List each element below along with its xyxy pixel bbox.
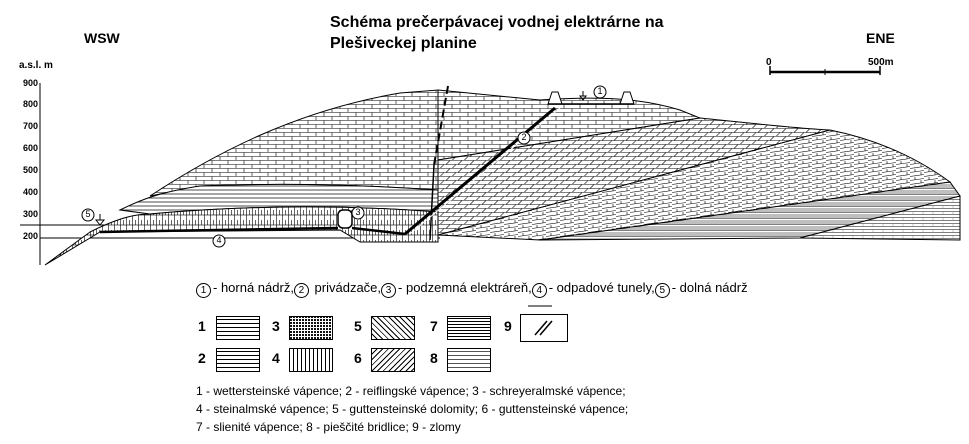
tick-label: 400	[22, 187, 38, 197]
tick-label: 200	[22, 231, 38, 241]
axis-label: a.s.l. m	[19, 60, 53, 71]
water-level-icon	[96, 214, 104, 225]
tick-label: 900	[22, 78, 38, 88]
rock-description-line: 7 - slienité vápence; 8 - pieščité bridlice; 9 - zlomy	[196, 420, 461, 434]
key-number: 6	[354, 350, 362, 366]
tick-label: 800	[22, 99, 38, 109]
key-swatch-marly-limestone	[447, 316, 491, 340]
tick-label: 600	[22, 143, 38, 153]
wetterstein-limestone-west	[150, 90, 438, 196]
scale-end-label: 500m	[868, 57, 894, 68]
tick-label: 700	[22, 121, 38, 131]
key-number: 4	[272, 350, 280, 366]
key-swatch-guttenstein-limestone	[371, 348, 415, 372]
key-number: 5	[354, 318, 362, 334]
key-swatch-fault	[520, 314, 568, 342]
tick-label: 300	[22, 209, 38, 219]
tick-label: 500	[22, 165, 38, 175]
features-legend: 1 - horná nádrž, 2 privádzače, 3 - podzemná elektráreň, 4 - odpadové tunely, 5 - dolná nádrž	[196, 280, 748, 298]
rock-description-line: 1 - wettersteinské vápence; 2 - reiflingské vápence; 3 - schreyeralmské vápence;	[196, 384, 626, 398]
key-number: 2	[198, 350, 206, 366]
diagram-title: Schéma prečerpávacej vodnej elektrárne na Plešiveckej planine	[330, 14, 664, 52]
marker-3: 3	[355, 207, 361, 217]
marker-5: 5	[85, 209, 91, 219]
key-swatch-steinalm	[289, 348, 333, 372]
key-number: 7	[430, 318, 438, 334]
key-swatch-reifling	[216, 348, 260, 372]
direction-west-label: WSW	[84, 30, 120, 46]
key-number: 1	[198, 318, 206, 334]
key-swatch-wetterstein	[216, 316, 260, 340]
marker-4: 4	[216, 235, 222, 245]
scale-start-label: 0	[766, 57, 772, 68]
underground-powerhouse	[338, 210, 352, 228]
key-swatch-sandy-shale	[447, 348, 491, 372]
key-number: 3	[272, 318, 280, 334]
marker-1: 1	[597, 86, 603, 96]
key-swatch-schreyeralm	[289, 316, 333, 340]
rock-description-line: 4 - steinalmské vápence; 5 - guttensteinské dolomity; 6 - guttensteinské vápence;	[196, 402, 629, 416]
fault-symbol-icon	[521, 315, 567, 341]
direction-east-label: ENE	[866, 30, 895, 46]
key-number: 9	[504, 318, 512, 334]
key-number: 8	[430, 350, 438, 366]
key-swatch-guttenstein-dolomite	[371, 316, 415, 340]
marker-2: 2	[521, 132, 527, 142]
steinalm-limestone-west	[45, 207, 438, 265]
